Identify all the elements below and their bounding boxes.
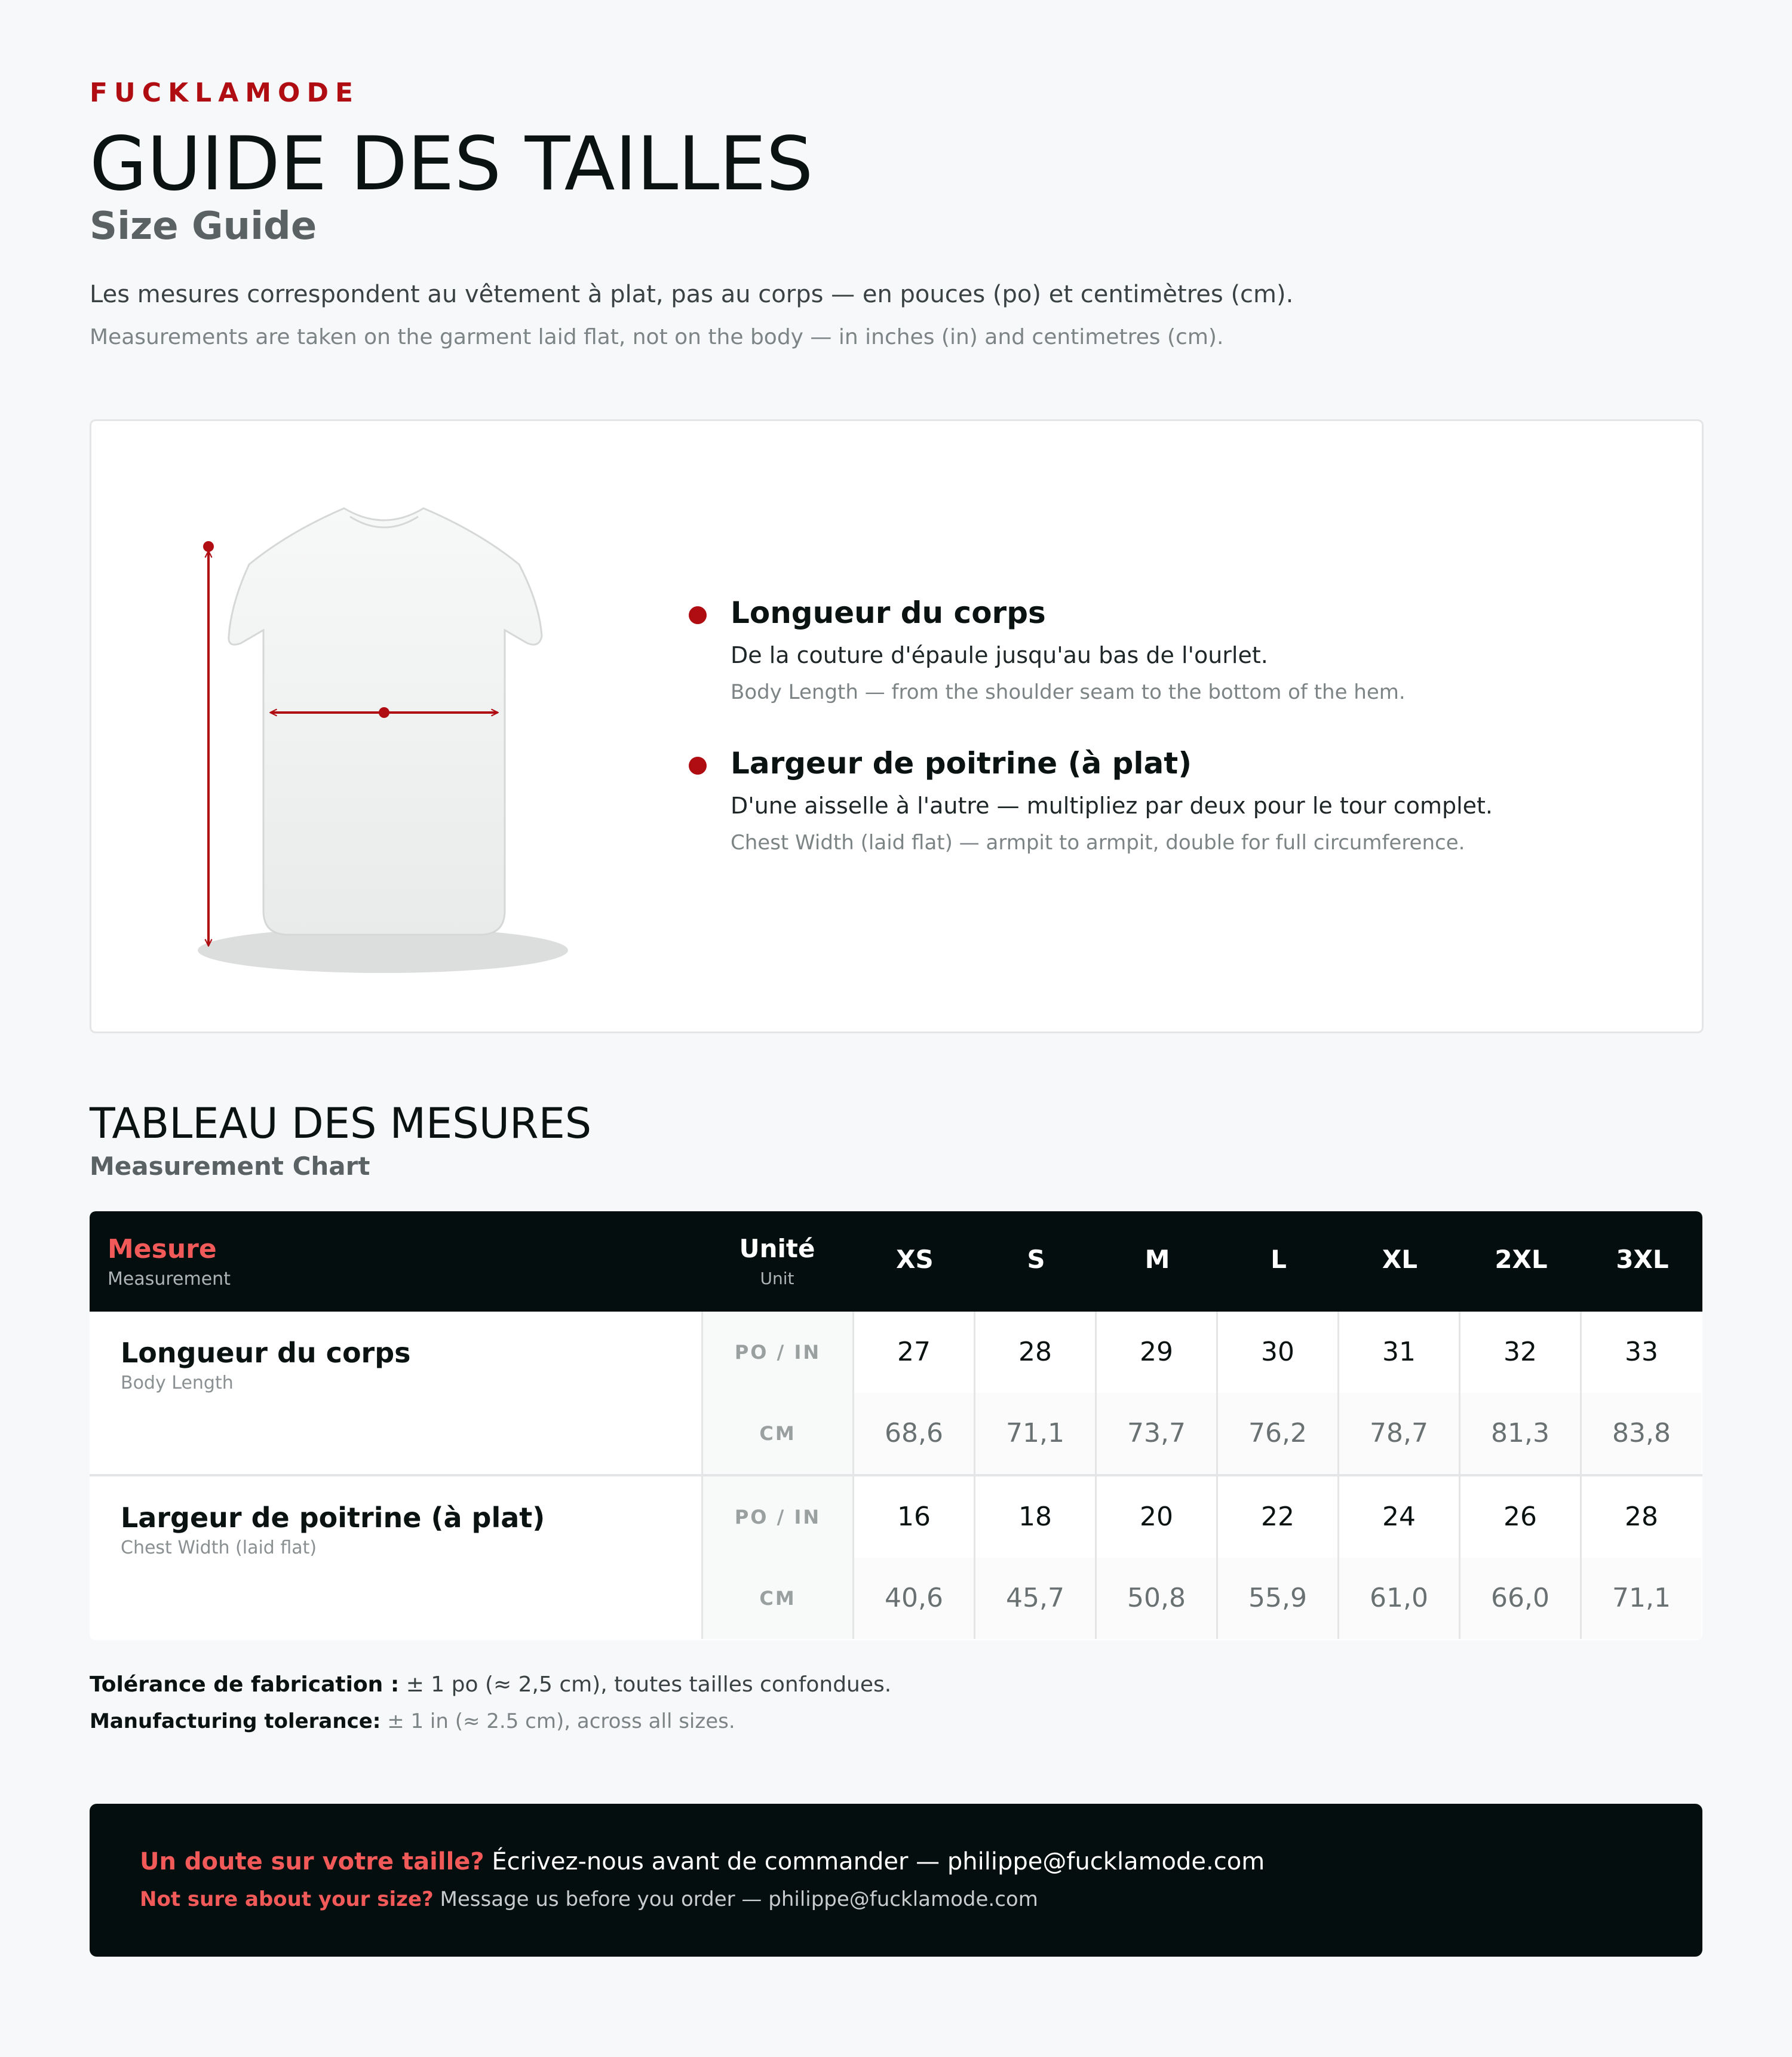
value-cell: 27 <box>854 1312 975 1393</box>
legend-description-en: Body Length — from the shoulder seam to the bottom of the hem. <box>731 680 1406 704</box>
value-cell: 78,7 <box>1339 1393 1460 1474</box>
header-unit-en: Unit <box>760 1269 794 1288</box>
table-header <box>90 1211 1702 1312</box>
row-title: Longueur du corps <box>121 1337 411 1369</box>
header-size-2xl: 2XL <box>1495 1245 1548 1274</box>
header-measure-en: Measurement <box>108 1269 231 1290</box>
measure-cell <box>90 1476 703 1639</box>
intro-text-fr: Les mesures correspondent au vêtement à plat, pas au corps — en pouces (po) et centimètres (cm). <box>90 281 1294 308</box>
legend-description-fr: D'une aisselle à l'autre — multipliez par deux pour le tour complet. <box>731 793 1493 819</box>
header-size-xs: XS <box>896 1245 934 1274</box>
value-cell: 66,0 <box>1460 1558 1582 1639</box>
value-cell: 22 <box>1218 1476 1339 1558</box>
row-title: Largeur de poitrine (à plat) <box>121 1502 545 1534</box>
page-title: GUIDE DES TAILLES <box>90 121 814 207</box>
header-size-xl: XL <box>1382 1245 1418 1274</box>
value-cell: 50,8 <box>1097 1558 1218 1639</box>
value-cell: 26 <box>1460 1476 1582 1558</box>
unit-cell-in: PO / IN <box>703 1312 854 1393</box>
tolerance-en <box>90 1709 735 1733</box>
value-cell: 20 <box>1097 1476 1218 1558</box>
value-cell: 24 <box>1339 1476 1460 1558</box>
brand-name: FUCKLAMODE <box>90 78 360 108</box>
contact-line-fr <box>140 1848 1265 1875</box>
legend-description-en: Chest Width (laid flat) — armpit to armpit, double for full circumference. <box>731 831 1465 855</box>
value-cell: 28 <box>975 1312 1097 1393</box>
value-cell: 45,7 <box>975 1558 1097 1639</box>
header-size-l: L <box>1271 1245 1287 1274</box>
value-cell: 83,8 <box>1582 1393 1701 1474</box>
value-cell: 73,7 <box>1097 1393 1218 1474</box>
contact-question-en: Not sure about your size? <box>140 1887 434 1911</box>
legend-description-fr: De la couture d'épaule jusqu'au bas de l'ourlet. <box>731 642 1268 668</box>
value-cell: 16 <box>854 1476 975 1558</box>
value-cell: 61,0 <box>1339 1558 1460 1639</box>
tshirt-measurement-illustration <box>181 481 599 994</box>
tolerance-label-fr: Tolérance de fabrication : <box>90 1672 400 1697</box>
value-cell: 18 <box>975 1476 1097 1558</box>
value-cell: 76,2 <box>1218 1393 1339 1474</box>
value-cell: 71,1 <box>1582 1558 1701 1639</box>
value-cell: 81,3 <box>1460 1393 1582 1474</box>
row-subtitle: Body Length <box>121 1373 234 1393</box>
table-row-chest-width <box>90 1476 1702 1639</box>
shirt-body <box>229 508 542 935</box>
value-cell: 30 <box>1218 1312 1339 1393</box>
value-cell: 32 <box>1460 1312 1582 1393</box>
value-cell: 68,6 <box>854 1393 975 1474</box>
unit-cell-cm: CM <box>703 1558 854 1639</box>
chart-title: TABLEAU DES MESURES <box>90 1099 592 1148</box>
chart-subtitle: Measurement Chart <box>90 1152 370 1181</box>
contact-line-en <box>140 1887 1038 1911</box>
chest-width-dot <box>379 707 389 718</box>
row-subtitle: Chest Width (laid flat) <box>121 1537 317 1558</box>
header-size-s: S <box>1027 1245 1045 1274</box>
body-length-dot <box>203 541 214 552</box>
legend-title: Longueur du corps <box>731 595 1046 630</box>
contact-question-fr: Un doute sur votre taille? <box>140 1848 484 1875</box>
measure-cell <box>90 1312 703 1474</box>
intro-text-en: Measurements are taken on the garment laid flat, not on the body — in inches (in) and centimetres (cm). <box>90 325 1224 349</box>
bullet-dot-icon <box>689 606 707 624</box>
value-cell: 33 <box>1625 1337 1658 1367</box>
tolerance-text-fr: ± 1 po (≈ 2,5 cm), toutes tailles confondues. <box>399 1672 892 1697</box>
value-cell: 29 <box>1097 1312 1218 1393</box>
tolerance-fr <box>90 1672 891 1697</box>
contact-text-en: Message us before you order — philippe@fucklamode.com <box>433 1887 1038 1911</box>
bullet-dot-icon <box>689 757 707 775</box>
value-cell: 55,9 <box>1218 1558 1339 1639</box>
contact-banner <box>90 1804 1702 1957</box>
header-measure: Mesure <box>108 1234 217 1264</box>
value-cell: 31 <box>1339 1312 1460 1393</box>
unit-cell-in: PO / IN <box>703 1476 854 1558</box>
value-cell: 40,6 <box>854 1558 975 1639</box>
header-size-m: M <box>1144 1245 1170 1274</box>
measurement-diagram-card <box>90 419 1704 1033</box>
measurement-table <box>90 1211 1702 1640</box>
tolerance-label-en: Manufacturing tolerance: <box>90 1709 381 1733</box>
table-row-body-length <box>90 1312 1702 1474</box>
contact-text-fr: Écrivez-nous avant de commander — philippe@fucklamode.com <box>484 1848 1265 1875</box>
header-unit: Unité <box>739 1234 815 1263</box>
page-subtitle: Size Guide <box>90 204 317 248</box>
value-cell: 71,1 <box>975 1393 1097 1474</box>
value-cell: 28 <box>1625 1502 1658 1532</box>
tolerance-text-en: ± 1 in (≈ 2.5 cm), across all sizes. <box>381 1709 735 1733</box>
legend-title: Largeur de poitrine (à plat) <box>731 746 1192 781</box>
unit-cell-cm: CM <box>703 1393 854 1474</box>
header-size-3xl: 3XL <box>1616 1245 1669 1274</box>
